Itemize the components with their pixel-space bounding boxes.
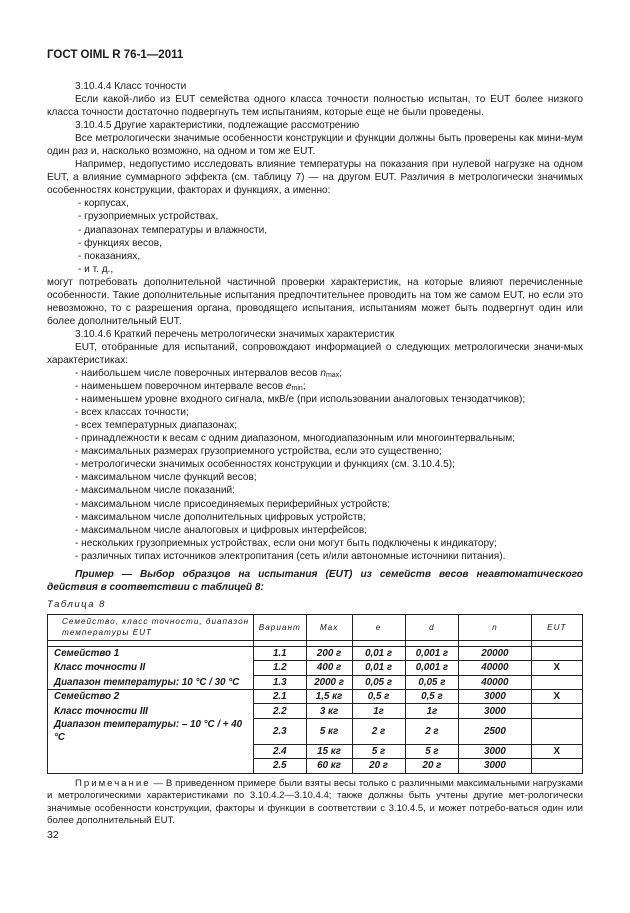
family-label: Семейство 2 [48, 690, 254, 704]
table-row: Класс точности III 2.2 3 кг 1г 1г 3000 [48, 704, 583, 718]
table-row: Семейство 2 2.1 1,5 кг 0,5 г 0,5 г 3000 X [48, 690, 583, 704]
table-8 [47, 614, 583, 774]
var-n: n [320, 368, 326, 380]
family-label [48, 744, 254, 758]
example-table-8: Пример — Выбор образцов на испытания (EUT) из семейств весов неавтоматического действия в соответствии с таблицей 8: [47, 568, 583, 593]
note-label: Примечание [75, 777, 151, 789]
list-item: - метрологически значимых особенностях конструкции и функциях (см. 3.10.4.5); [75, 459, 455, 471]
family-label: Класс точности III [48, 704, 254, 718]
list-item: - максимальном числе аналоговых и цифровых интерфейсов; [75, 524, 368, 536]
section-title-3-10-4-6: 3.10.4.6 Краткий перечень метрологически значимых характеристик [75, 328, 395, 340]
family-label: Семейство 1 [48, 646, 254, 660]
list-item: - максимальном числе присоединяемых периферийных устройств; [75, 498, 391, 510]
section-title-3-10-4-4: 3.10.4.4 Класс точности [75, 81, 187, 92]
header-n: n [459, 614, 531, 640]
table-row: Диапазон температуры: 10 °C / 30 °C 1.3 2000 г 0,05 г 0,05 г 40000 [48, 675, 583, 689]
table-caption: Таблица 8 [47, 598, 106, 610]
list-item: - принадлежности к весам с одним диапазоном, многодиапазонным или многоинтервальным; [75, 433, 516, 445]
table-row: 2.4 15 кг 5 г 5 г 3000 X [48, 744, 583, 758]
list-item: - всех температурных диапазонах; [75, 420, 238, 432]
paragraph-other-characteristics: Все метрологически значимые особенности конструкции и функции должны быть проверены как мини-мум один раз и, насколько возможно, на одном и том же EUT. [47, 133, 583, 158]
family-label: Диапазон температуры: 10 °C / 30 °C [48, 675, 254, 689]
header-eut: EUT [531, 614, 582, 640]
header-family: Семейство, класс точности, диапазон температуры EUT [48, 614, 254, 640]
paragraph-additional-tests: могут потребовать дополнительной частичной проверки характеристик, на которые влияют перечисленные особенности. Такие дополнительные испытания предпочтительнее проводить на том же самом EUT, но если это невозможно, то с разрешения органа, проводящего испытания, испытаниям может быть подвергнут один или более дополнительный EUT. [47, 276, 583, 327]
list-item: - диапазонах температуры и влажности, [78, 224, 268, 236]
table-row: Диапазон температуры: – 10 °C / + 40 °C 2.3 5 кг 2 г 2 г 2500 [48, 718, 583, 744]
family-label [48, 759, 254, 773]
header-e: e [352, 614, 405, 640]
list-item: - функциях весов, [78, 237, 162, 249]
header-max: Max [306, 614, 352, 640]
list-item: - максимальном числе функций весов; [75, 472, 257, 484]
feature-list [47, 197, 583, 275]
list-item: - показаниях, [78, 250, 141, 262]
list-item: - и т. д., [78, 263, 114, 275]
list-item: - максимальном числе дополнительных цифровых устройств; [75, 511, 366, 523]
list-item: - максимальном числе показаний; [75, 485, 235, 497]
list-item: - грузоприемных устройствах, [78, 211, 219, 223]
page-content [47, 80, 583, 838]
family-label: Класс точности II [48, 661, 254, 675]
family-label: Диапазон температуры: – 10 °C / + 40 °C [48, 718, 254, 744]
table-row: 2.5 60 кг 20 г 20 г 3000 [48, 759, 583, 773]
list-item: - различных типах источников электропитания (сеть и/или автономные источники питания). [75, 550, 506, 562]
table-row: Класс точности II 1.2 400 г 0,01 г 0,001 г 40000 X [48, 661, 583, 675]
table-header-row [48, 614, 583, 640]
page-number: 32 [47, 829, 59, 841]
list-item: - наименьшем поверочном интервале весов $e_{min}$; [75, 381, 306, 393]
table-row: Семейство 1 1.1 200 г 0,01 г 0,001 г 20000 [48, 646, 583, 660]
list-item: - нескольких грузоприемных устройствах, если они могут быть подключены к индикатору; [75, 537, 497, 549]
section-title-3-10-4-5: 3.10.4.5 Другие характеристики, подлежащие рассмотрению [75, 120, 360, 132]
var-e: e [285, 381, 292, 393]
header-variant: Вариант [253, 614, 306, 640]
paragraph-eut-info: EUT, отобранные для испытаний, сопровождают информацией о следующих метрологически значи-мых характеристиках: [47, 341, 583, 366]
list-item: - наибольшем числе поверочных интервалов весов $n_{max}$; [75, 368, 342, 380]
list-item: - всех классах точности; [75, 407, 189, 419]
characteristics-list [47, 367, 583, 563]
header-d: d [405, 614, 459, 640]
list-item: - максимальных размерах грузоприемного устройства, если это существенно; [75, 446, 442, 458]
page-header: ГОСТ OIML R 76-1—2011 [47, 49, 184, 61]
note-text: — В приведенном примере были взяты весы только с различными максимальными нагрузками и метрологическими характеристиками по 3.10.4.2—3.10.4.4; также должны быть учтены другие мет-рологически значимые особенности конструкции, факторы и функции в соответствии с 3.10.4.5, и может потребо-ваться один или более дополнительный EUT. [47, 777, 583, 827]
list-item: - наименьшем уровне входного сигнала, мкВ/e (при использовании аналоговых тензодатчиков); [75, 394, 526, 406]
table-note [47, 778, 583, 828]
paragraph-accuracy-class: Если какой-либо из EUT семейства одного класса точности полностью испытан, то EUT более низкого класса точности достаточно подвергнуть тем испытаниям, которые еще не были проведены. [47, 94, 583, 119]
paragraph-example: Например, недопустимо исследовать влияние температуры на показания при нулевой нагрузке на одном EUT, а влияние суммарного эффекта (см. таблицу 7) — на другом EUT. Различия в метрологически значимых особенностях конструкции, факторах и функциях, а именно: [47, 159, 583, 197]
list-item: - корпусах, [78, 198, 129, 210]
